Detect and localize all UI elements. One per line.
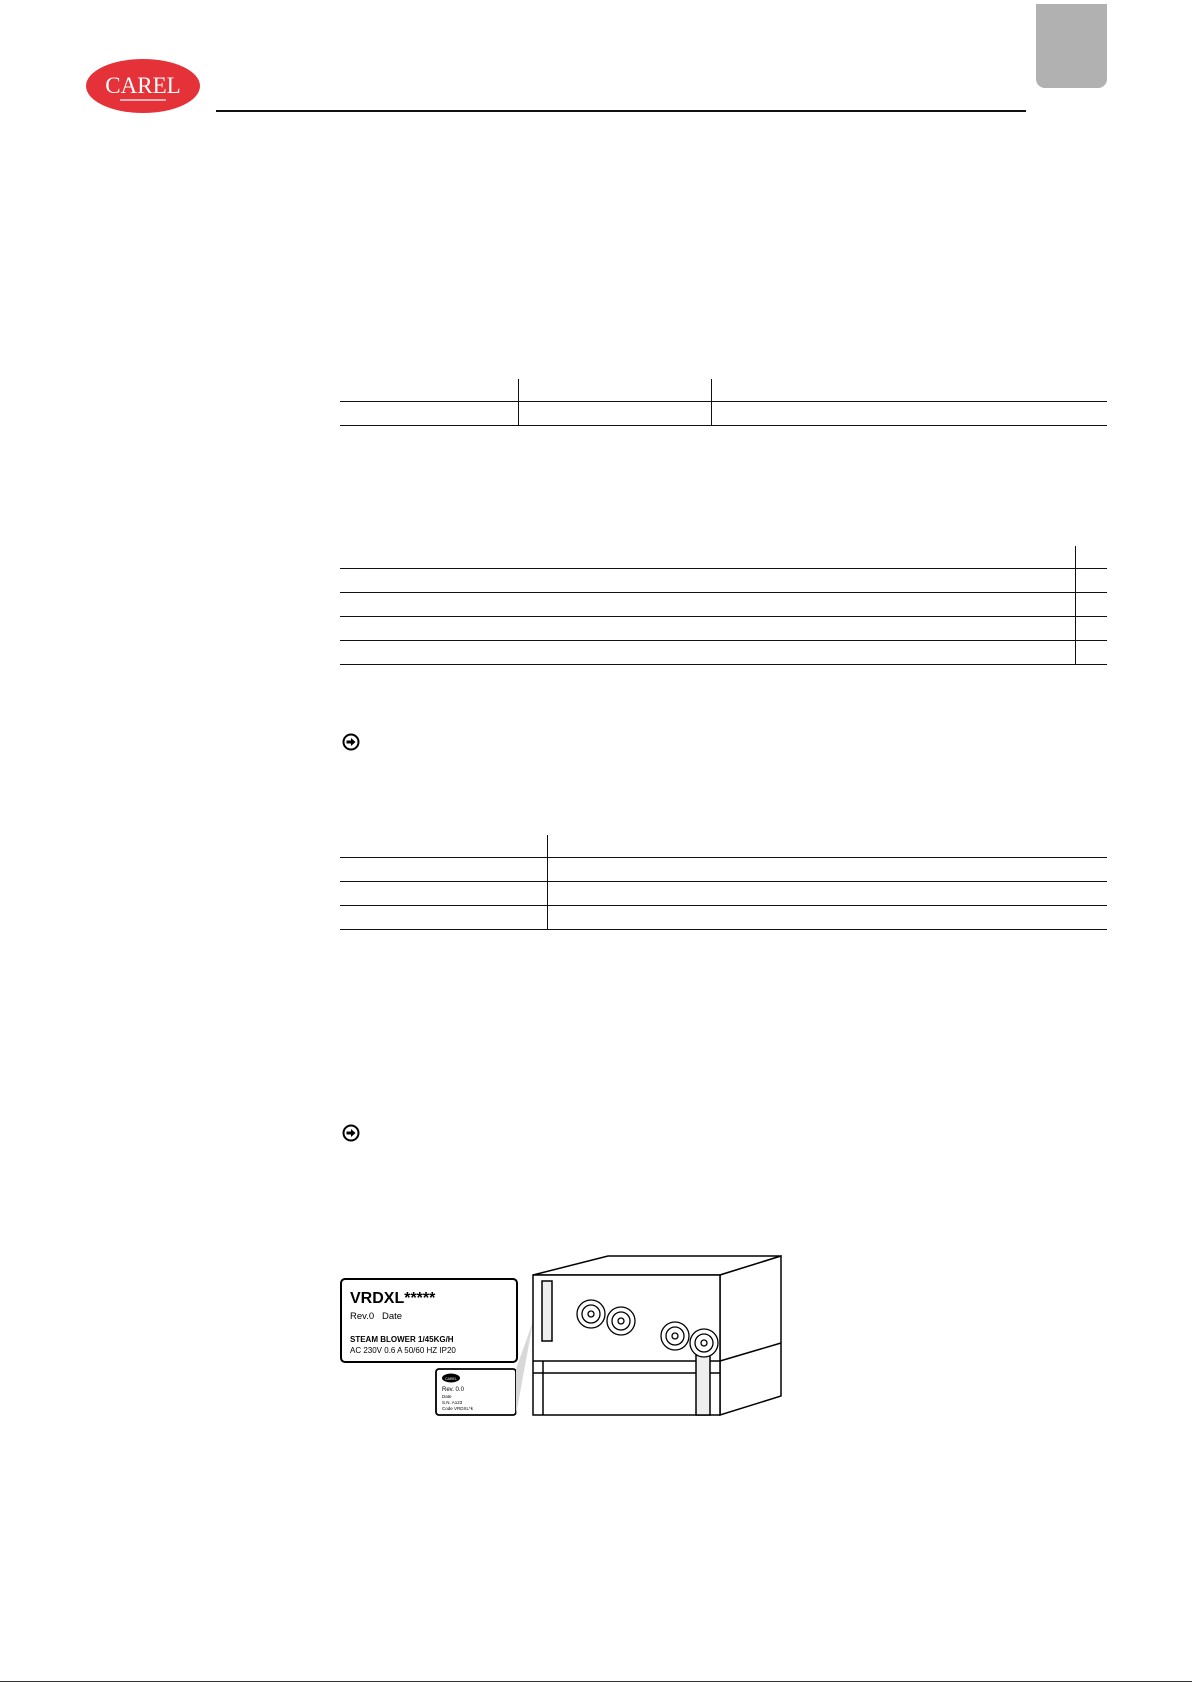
table-cell (340, 402, 518, 426)
product-illustration (338, 1255, 808, 1455)
table-cell (1075, 593, 1107, 617)
table-cell (340, 546, 1075, 569)
arrow-circle-icon (341, 733, 361, 751)
table-row (340, 906, 1107, 930)
table-cell (340, 835, 547, 858)
logo-text: CAREL (105, 73, 181, 98)
table-cell (518, 402, 711, 426)
table-cell (340, 641, 1075, 665)
table-cell (340, 593, 1075, 617)
table-cell (547, 882, 1107, 906)
arrow-circle-icon (341, 1124, 361, 1142)
table-cell (711, 402, 1107, 426)
rating-label-small (436, 1369, 516, 1415)
table-cell (547, 858, 1107, 882)
table-cell (340, 569, 1075, 593)
table-row (340, 569, 1107, 593)
small-label-date: Date (442, 1394, 452, 1399)
label-model: VRDXL***** (350, 1290, 436, 1307)
small-label-serial: S.N. A123 (442, 1400, 463, 1405)
table-cell (547, 906, 1107, 930)
table-cell (1075, 569, 1107, 593)
table-row (340, 882, 1107, 906)
table-cell (547, 835, 1107, 858)
table-cell (1075, 546, 1107, 569)
table-cell (340, 882, 547, 906)
small-label-revision: Rev. 0.0 (442, 1387, 464, 1393)
label-rating: AC 230V 0.6 A 50/60 HZ IP20 (350, 1346, 456, 1355)
label-date: Date (382, 1311, 403, 1322)
label-revision: Rev.0 (350, 1311, 375, 1322)
table-cell (340, 617, 1075, 641)
table-row (340, 641, 1107, 665)
table-row (340, 546, 1107, 569)
label-product: STEAM BLOWER 1/45KG/H (350, 1335, 454, 1344)
table-cell (340, 379, 518, 402)
table-cell (1075, 617, 1107, 641)
table-row (340, 835, 1107, 858)
table-3 (340, 835, 1107, 930)
small-label-code: Code VRDXL*k (442, 1406, 474, 1411)
footer-rule (0, 1681, 1192, 1682)
table-cell (340, 858, 547, 882)
cabinet-drawing (533, 1256, 781, 1415)
rating-label-large (341, 1279, 517, 1362)
header-rule (216, 110, 1026, 112)
carel-logo (84, 57, 202, 115)
table-row (340, 402, 1107, 426)
table-row (340, 858, 1107, 882)
table-row (340, 379, 1107, 402)
table-1 (340, 379, 1107, 426)
small-logo-text: CAREL (445, 1377, 457, 1381)
table-row (340, 617, 1107, 641)
table-2 (340, 546, 1107, 665)
table-cell (711, 379, 1107, 402)
table-cell (1075, 641, 1107, 665)
table-row (340, 593, 1107, 617)
table-cell (340, 906, 547, 930)
table-cell (518, 379, 711, 402)
section-tab (1036, 4, 1107, 88)
